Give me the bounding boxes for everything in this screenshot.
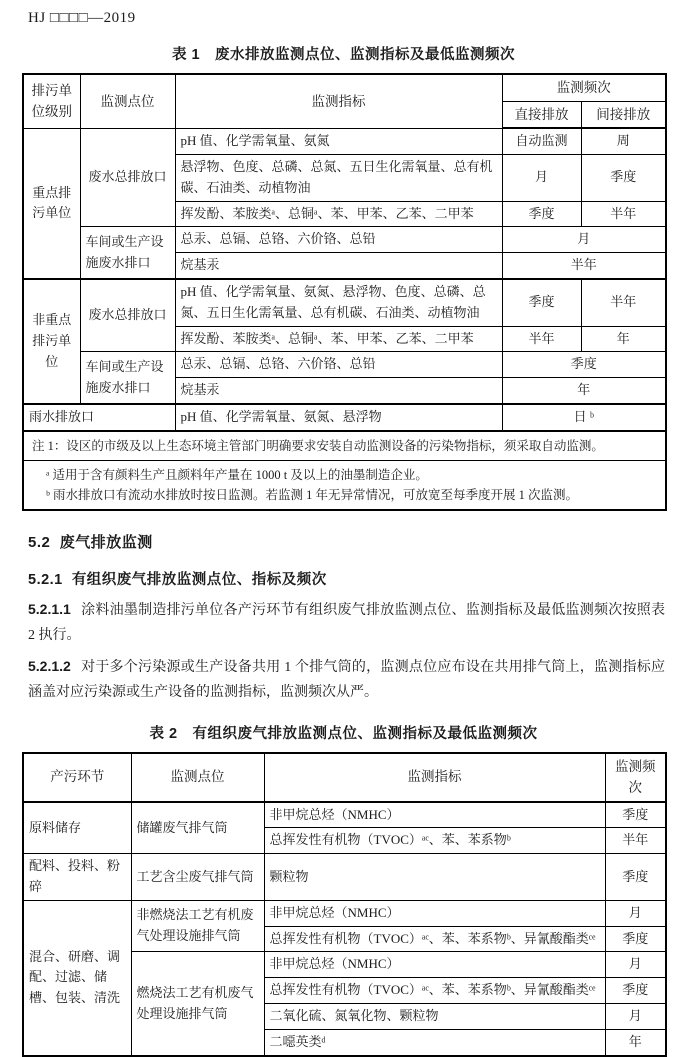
paragraph-5-2-1-2 <box>28 654 665 705</box>
header-direct: 直接排放 <box>502 101 581 128</box>
table-row <box>23 753 666 802</box>
table-row <box>23 279 666 326</box>
table-row <box>23 900 666 926</box>
table2-title: 表 2 有组织废气排放监测点位、监测指标及最低监测频次 <box>149 725 538 742</box>
cell-direct: 季度 <box>502 279 581 326</box>
cell-monitor-point: 车间或生产设施废水排口 <box>80 227 175 279</box>
cell-indicator: 挥发酚、苯胺类ᵃ、总铜ᵃ、苯、甲苯、乙苯、二甲苯 <box>175 326 502 352</box>
cell-direct: 半年 <box>502 326 581 352</box>
cell-frequency: 半年 <box>605 828 666 854</box>
cell-indicator: 烷基汞 <box>175 378 502 404</box>
section-number: 5.2.1 <box>28 571 63 588</box>
table1-footnotes <box>23 460 666 510</box>
cell-frequency: 月 <box>605 1004 666 1030</box>
cell-indirect: 半年 <box>581 201 666 227</box>
clause-number: 5.2.1.1 <box>28 600 71 617</box>
table1-wastewater-monitoring <box>22 73 667 511</box>
cell-direct: 月 <box>502 154 581 201</box>
section-number: 5.2 <box>28 533 51 551</box>
table-row-note <box>23 460 666 510</box>
cell-monitor-point: 车间或生产设施废水排口 <box>80 352 175 404</box>
cell-frequency: 季度 <box>605 926 666 952</box>
header-indicator: 监测指标 <box>175 74 502 128</box>
header-stage: 产污环节 <box>23 753 131 802</box>
cell-indicator: 总挥发性有机物（TVOC）ᵃᶜ、苯、苯系物ᵇ <box>264 828 605 854</box>
cell-indirect: 周 <box>581 128 666 154</box>
cell-unit-level: 重点排污单位 <box>23 128 80 279</box>
cell-indicator: 烷基汞 <box>175 253 502 279</box>
header-point: 监测点位 <box>80 74 175 128</box>
table1-note1: 注 1：设区的市级及以上生态环境主管部门明确要求安装自动监测设备的污染物指标，须采取自动监测。 <box>23 431 666 461</box>
table1-note-a: ᵃ 适用于含有颜料生产且颜料年产量在 1000 t 及以上的油墨制造企业。 <box>46 467 428 482</box>
cell-frequency: 月 <box>605 952 666 978</box>
cell-frequency-both: 日 ᵇ <box>502 404 666 431</box>
cell-indicator: 二氧化硫、氮氧化物、颗粒物 <box>264 1004 605 1030</box>
cell-indicator: 悬浮物、色度、总磷、总氮、五日生化需氧量、总有机碳、石油类、动植物油 <box>175 154 502 201</box>
clause-text: 对于多个污染源或生产设备共用 1 个排气筒的，监测点位应布设在共用排气筒上，监测指标应涵盖对应污染源或生产设备的监测指标，监测频次从严。 <box>28 660 665 701</box>
cell-monitor-point: 废水总排放口 <box>80 279 175 352</box>
section-title: 有组织废气排放监测点位、指标及频次 <box>71 571 327 588</box>
table-row <box>23 74 666 101</box>
cell-indicator: 非甲烷总烃（NMHC） <box>264 900 605 926</box>
header-level: 排污单位级别 <box>23 74 80 128</box>
cell-monitor-point: 工艺含尘废气排气筒 <box>131 854 264 901</box>
cell-unit-level: 非重点排污单位 <box>23 279 80 404</box>
cell-frequency-both: 季度 <box>502 352 666 378</box>
cell-frequency-both: 半年 <box>502 253 666 279</box>
paragraph-5-2-1-1 <box>28 597 665 648</box>
cell-rainwater-outlet: 雨水排放口 <box>23 404 175 431</box>
header-frequency: 监测频次 <box>605 753 666 802</box>
header-frequency: 监测频次 <box>502 74 666 101</box>
cell-indirect: 季度 <box>581 154 666 201</box>
cell-indirect: 年 <box>581 326 666 352</box>
section-heading-5-2-1 <box>28 568 665 589</box>
cell-frequency: 季度 <box>605 854 666 901</box>
cell-indicator: 总汞、总镉、总铬、六价铬、总铅 <box>175 352 502 378</box>
cell-frequency-both: 月 <box>502 227 666 253</box>
cell-direct: 季度 <box>502 201 581 227</box>
doc-number: HJ □□□□—2019 <box>28 10 136 26</box>
table-row-note <box>23 431 666 461</box>
cell-stage: 配料、投料、粉碎 <box>23 854 131 901</box>
clause-text: 涂料油墨制造排污单位各产污环节有组织废气排放监测点位、监测指标及最低监测频次按照表 2 执行。 <box>28 602 665 643</box>
cell-indicator: 总汞、总镉、总铬、六价铬、总铅 <box>175 227 502 253</box>
cell-frequency: 季度 <box>605 802 666 828</box>
clause-number: 5.2.1.2 <box>28 658 71 675</box>
table-row <box>23 854 666 901</box>
cell-indicator: 总挥发性有机物（TVOC）ᵃᶜ、苯、苯系物ᵇ、异氰酸酯类ᶜᵉ <box>264 978 605 1004</box>
table-row <box>23 227 666 253</box>
header-indicator: 监测指标 <box>264 753 605 802</box>
cell-indicator: 非甲烷总烃（NMHC） <box>264 802 605 828</box>
cell-indicator: 二噁英类ᵈ <box>264 1029 605 1055</box>
cell-frequency: 月 <box>605 900 666 926</box>
cell-indicator: 总挥发性有机物（TVOC）ᵃᶜ、苯、苯系物ᵇ、异氰酸酯类ᶜᵉ <box>264 926 605 952</box>
table-row <box>23 404 666 431</box>
cell-indicator: pH 值、化学需氧量、氨氮 <box>175 128 502 154</box>
cell-frequency: 年 <box>605 1029 666 1055</box>
table-row <box>23 128 666 154</box>
cell-indicator: pH 值、化学需氧量、氨氮、悬浮物 <box>175 404 502 431</box>
cell-stage: 混合、研磨、调配、过滤、储槽、包装、清洗 <box>23 900 131 1055</box>
cell-direct: 自动监测 <box>502 128 581 154</box>
cell-monitor-point: 储罐废气排气筒 <box>131 802 264 854</box>
cell-indicator: 颗粒物 <box>264 854 605 901</box>
cell-indicator: pH 值、化学需氧量、氨氮、悬浮物、色度、总磷、总氮、五日生化需氧量、总有机碳、石油类、动植物油 <box>175 279 502 326</box>
section-heading-5-2 <box>28 531 665 552</box>
cell-monitor-point: 非燃烧法工艺有机废气处理设施排气筒 <box>131 900 264 952</box>
header-indirect: 间接排放 <box>581 101 666 128</box>
cell-frequency: 季度 <box>605 978 666 1004</box>
cell-indirect: 半年 <box>581 279 666 326</box>
table1-note-b: ᵇ 雨水排放口有流动水排放时按日监测。若监测 1 年无异常情况，可放宽至每季度开展 1 次监测。 <box>46 487 578 502</box>
header-point: 监测点位 <box>131 753 264 802</box>
table1-title: 表 1 废水排放监测点位、监测指标及最低监测频次 <box>171 47 516 63</box>
table2-organized-exhaust-monitoring <box>22 752 667 1057</box>
cell-frequency-both: 年 <box>502 378 666 404</box>
cell-monitor-point: 废水总排放口 <box>80 128 175 227</box>
table-row <box>23 352 666 378</box>
cell-stage: 原料储存 <box>23 802 131 854</box>
section-title: 废气排放监测 <box>59 533 153 551</box>
cell-indicator: 非甲烷总烃（NMHC） <box>264 952 605 978</box>
table-row <box>23 802 666 828</box>
cell-indicator: 挥发酚、苯胺类ᵃ、总铜ᵃ、苯、甲苯、乙苯、二甲苯 <box>175 201 502 227</box>
cell-monitor-point: 燃烧法工艺有机废气处理设施排气筒 <box>131 952 264 1056</box>
